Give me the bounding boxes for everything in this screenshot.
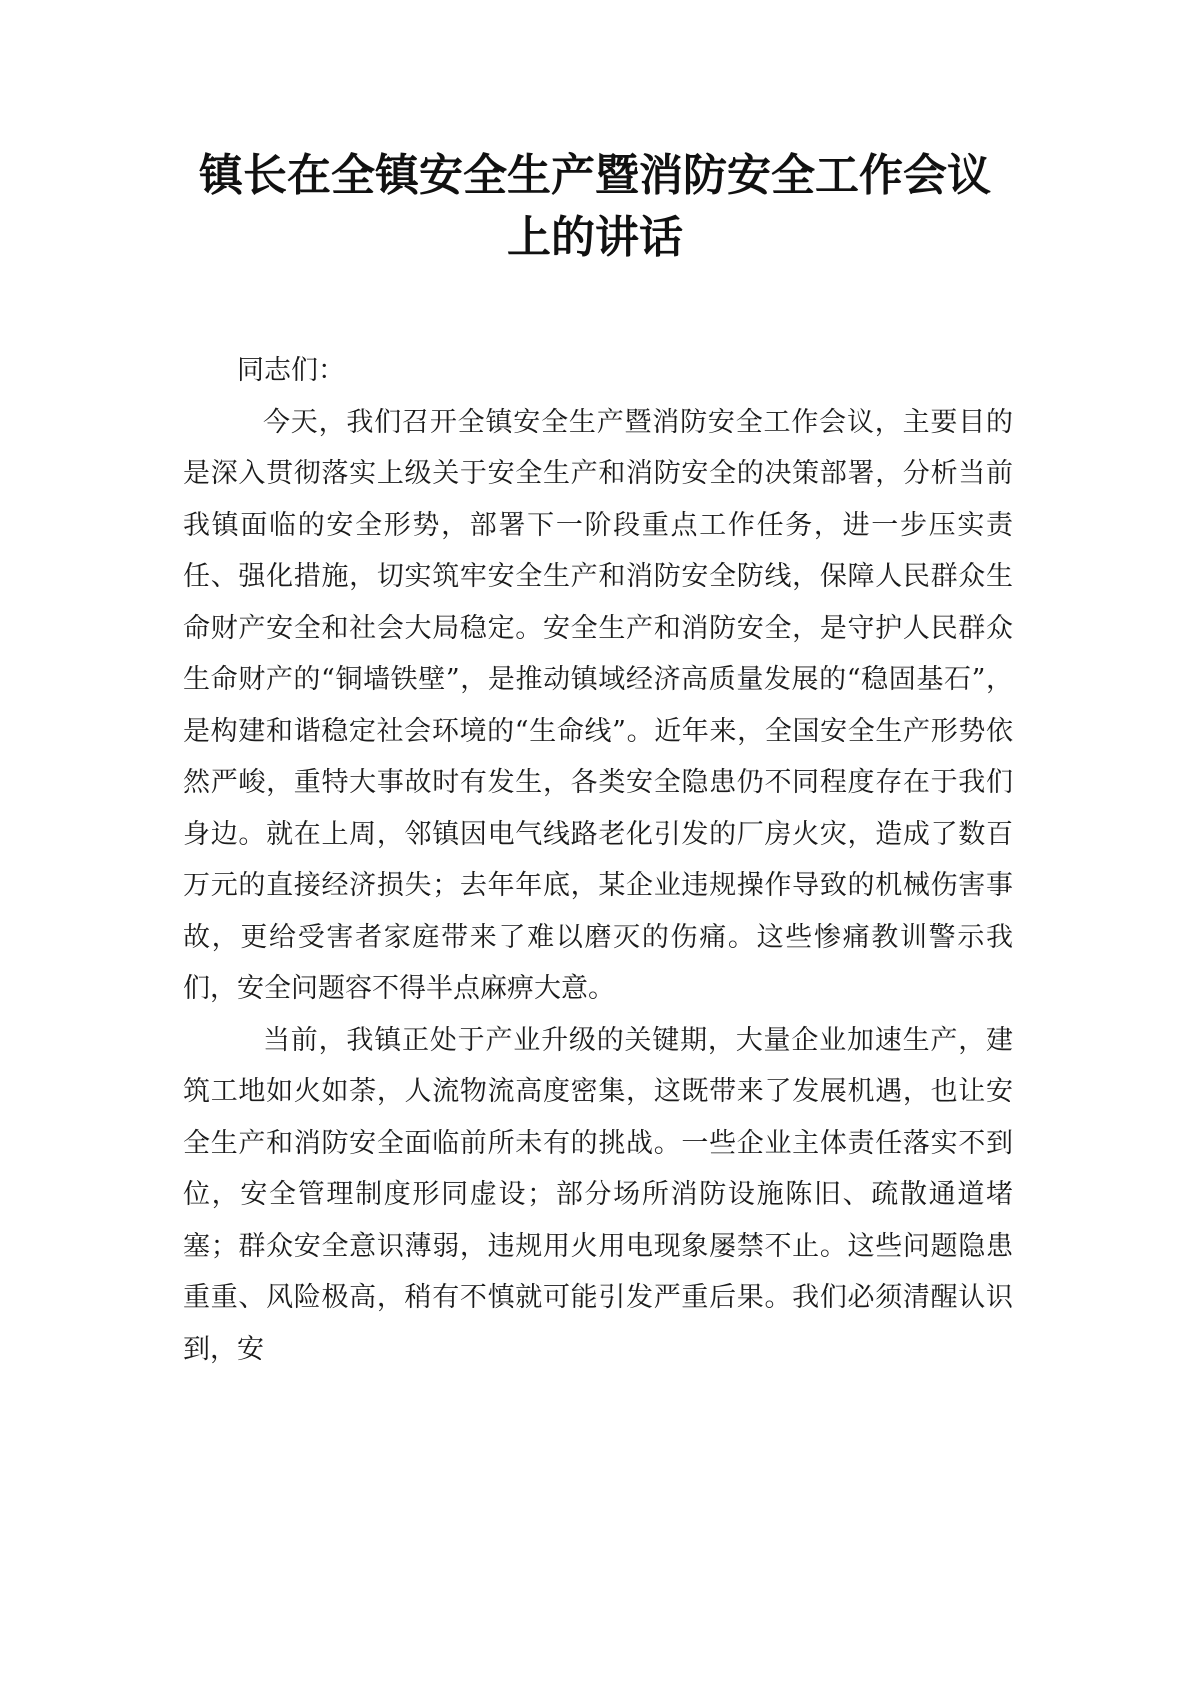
salutation: 同志们： xyxy=(237,355,345,386)
title-line-2: 上的讲话 xyxy=(507,212,683,263)
title-line-1: 镇长在全镇安全生产暨消防安全工作会议 xyxy=(199,150,991,201)
paragraph-1: 今天，我们召开全镇安全生产暨消防安全工作会议，主要目的是深入贯彻落实上级关于安全生产和消防安全的决策部署，分析当前我镇面临的安全形势，部署下一阶段重点工作任务，进一步压实责任、强化措施，切实筑牢安全生产和消防安全防线，保障人民群众生命财产安全和社会大局稳定。安全生产和消防安全，是守护人民群众生命财产的“铜墙铁壁”，是推动镇域经济高质量发展的“稳固基石”，是构建和谐稳定社会环境的“生命线”。近年来，全国安全生产形势依然严峻，重特大事故时有发生，各类安全隐患仍不同程度存在于我们身边。就在上周，邻镇因电气线路老化引发的厂房火灾，造成了数百万元的直接经济损失；去年年底，某企业违规操作导致的机械伤害事故，更给受害者家庭带来了难以磨灭的伤痛。这些惨痛教训警示我们，安全问题容不得半点麻痹大意。 xyxy=(183,406,1013,1004)
document-title xyxy=(120,145,1070,269)
document-body xyxy=(183,345,1013,1375)
paragraph-2: 当前，我镇正处于产业升级的关键期，大量企业加速生产，建筑工地如火如荼，人流物流高度密集，这既带来了发展机遇，也让安全生产和消防安全面临前所未有的挑战。一些企业主体责任落实不到位，安全管理制度形同虚设；部分场所消防设施陈旧、疏散通道堵塞；群众安全意识薄弱，违规用火用电现象屡禁不止。这些问题隐患重重、风险极高，稍有不慎就可能引发严重后果。我们必须清醒认识到，安 xyxy=(183,1024,1013,1365)
